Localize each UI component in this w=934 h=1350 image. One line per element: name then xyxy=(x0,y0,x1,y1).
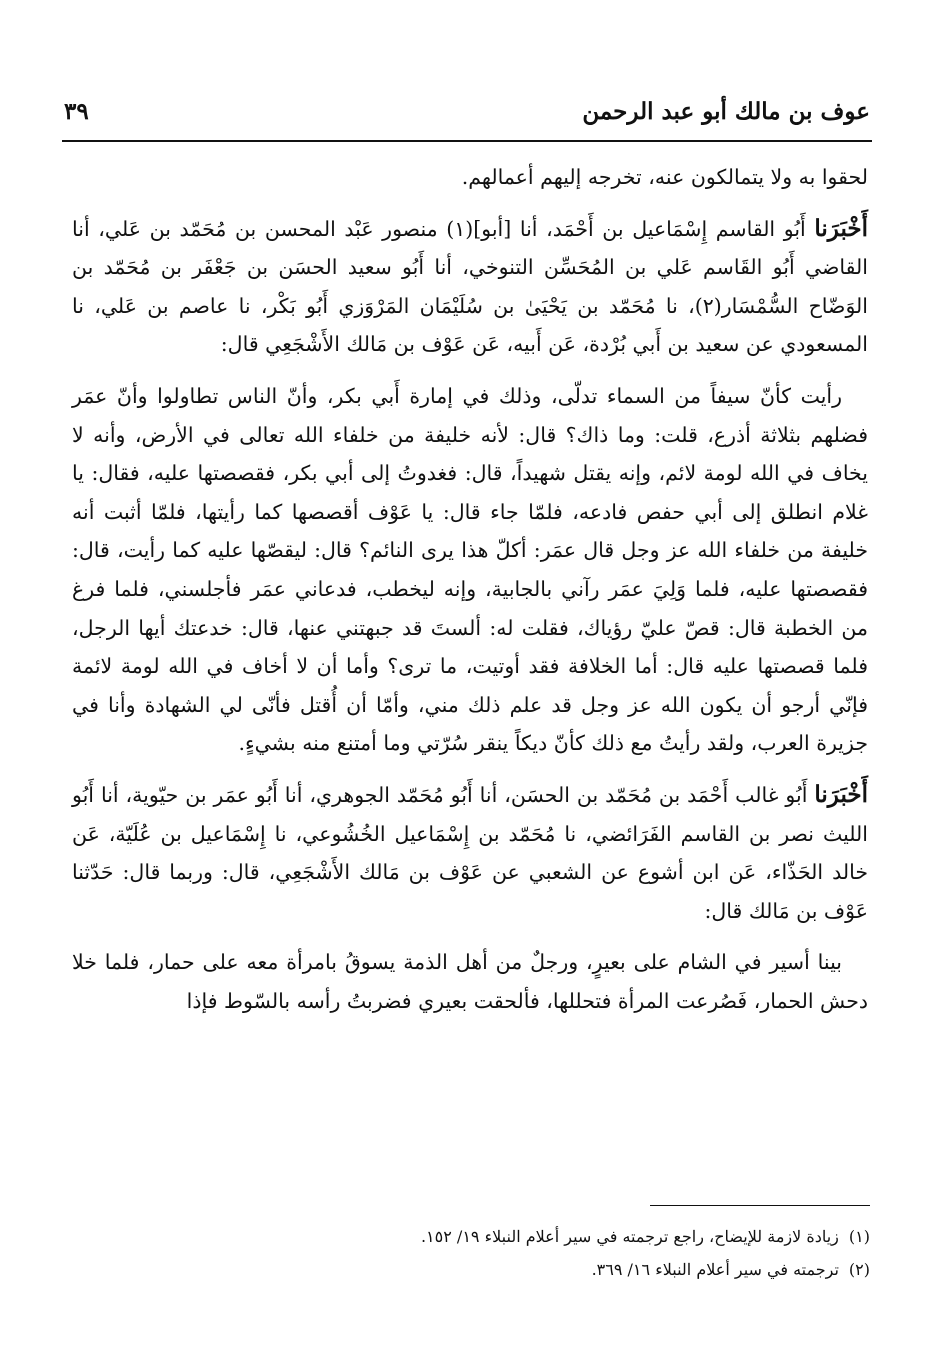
paragraph-1 xyxy=(72,158,868,197)
paragraph-1-text: لحقوا به ولا يتمالكون عنه، تخرجه إليهم أعمالهم. xyxy=(461,165,868,189)
paragraph-3-text: رأيت كأنّ سيفاً من السماء تدلّى، وذلك في إمارة أَبي بكر، وأنّ الناس تطاولوا وأنّ عمَر فضلهم بثلاثة أذرع، قلت: وما ذاك؟ قال: لأنه خليفة من خلفاء الله تعالى في الأرض، وأنه لا يخاف في الله لومة لائم، وإنه يقتل شهيداً، قال: فغدوتُ إلى أبي بكر، فقصصتها عليه، فقال: يا غلام انطلق إلى أبي حفص فادعه، فلمّا جاء قال: يا عَوْف أقصصها كما رأيتها، فلمّا أثبت أنه خليفة من خلفاء الله عز وجل قال عمَر: أكلّ هذا يرى النائم؟ قال: ليقصّها عليه كما رأيت، قال: فقصصتها عليه، فلما وَلِيَ عمَر رآني بالجابية، وإنه ليخطب، فدعاني عمَر فأجلسني، فلما فرغ من الخطبة قال: قصّ عليّ رؤياك، فقلت له: ألستَ قد جبهتني عنها، قال: خدعتك أيها الرجل، فلما قصصتها عليه قال: أما الخلافة فقد أوتيت، ما ترى؟ وأما أن لا أخاف في الله لومة لائمة فإنّي أرجو أن يكون الله عز وجل قد علم ذلك مني، وأمّا أن أُقتل فأنّى لي الشهادة وأنا في جزيرة العرب، ولقد رأيتُ مع ذلك كأنّ ديكاً ينقر سُرّتي وما أمتنع منه بشيءٍ. xyxy=(72,383,868,756)
footnote-rule xyxy=(650,1205,870,1206)
paragraph-4-lead: أَخْبَرَنا xyxy=(814,780,868,808)
footnote-2-text: ترجمته في سير أعلام النبلاء ١٦/ ٣٦٩. xyxy=(591,1260,839,1279)
paragraph-5-text: بينا أسير في الشام على بعيرٍ، ورجلٌ من أهل الذمة يسوقُ بامرأة معه على حمار، فلما خلا دحش الحمار، فَصُرعت المرأة فتحللها، فألحقت بعيري فضربتُ رأسه بالسّوط فإذا xyxy=(72,950,868,1013)
footnote-2-number: (٢) xyxy=(848,1260,870,1279)
footnote-2 xyxy=(200,1255,870,1284)
footnote-1 xyxy=(200,1222,870,1251)
paragraph-3 xyxy=(72,377,868,763)
paragraph-4-text: أَبُو غالب أَحْمَد بن مُحَمّد بن الحسَن، أنا أَبُو مُحَمّد الجوهري، أنا أَبُو عمَر بن حيّوية، أنا أَبُو الليث نصر بن القاسم الفَرَائضي، نا مُحَمّد بن إِسْمَاعيل الخُشُوعي، نا إِسْمَاعيل بن عُلَيّة، عَن خالد الحَذّاء، عَن ابن أشوع عن الشعبي عن عَوْف بن مَالك الأَشْجَعِي، قال: وربما قال: حَدّثنا عَوْف بن مَالك قال: xyxy=(72,782,868,923)
paragraph-5 xyxy=(72,943,868,1020)
footnote-1-text: زيادة لازمة للإيضاح، راجع ترجمته في سير أعلام النبلاء ١٩/ ١٥٢. xyxy=(420,1227,839,1246)
paragraph-2-lead: أَخْبَرَنا xyxy=(814,214,868,242)
footnotes xyxy=(200,1222,870,1288)
footnote-1-number: (١) xyxy=(848,1227,870,1246)
paragraph-4 xyxy=(72,776,868,930)
main-text xyxy=(72,158,868,1033)
page-number: ٣٩ xyxy=(64,98,89,125)
running-header xyxy=(64,92,870,138)
paragraph-2 xyxy=(72,210,868,364)
paragraph-2-text: أَبُو القاسم إِسْمَاعيل بن أَحْمَد، أنا [أبو](١) منصور عَبْد المحسن بن مُحَمّد بن عَلي، أنا القاضي أَبُو القَاسم عَلي بن المُحَسِّن التنوخي، أنا أَبُو سعيد الحسَن بن جَعْفَر بن مُحَمّد بن الوَضّاح السُّمْسَار(٢)، نا مُحَمّد بن يَحْيَىٰ بن سُلَيْمَان المَرْوَزي أَبُو بَكْر، نا عاصم بن عَلي، نا المسعودي عن سعيد بن أَبي بُرْدة، عَن أَبيه، عَن عَوْف بن مَالك الأَشْجَعِي قال: xyxy=(72,216,868,357)
header-title: عوف بن مالك أبو عبد الرحمن xyxy=(582,98,870,125)
header-rule xyxy=(62,140,872,142)
